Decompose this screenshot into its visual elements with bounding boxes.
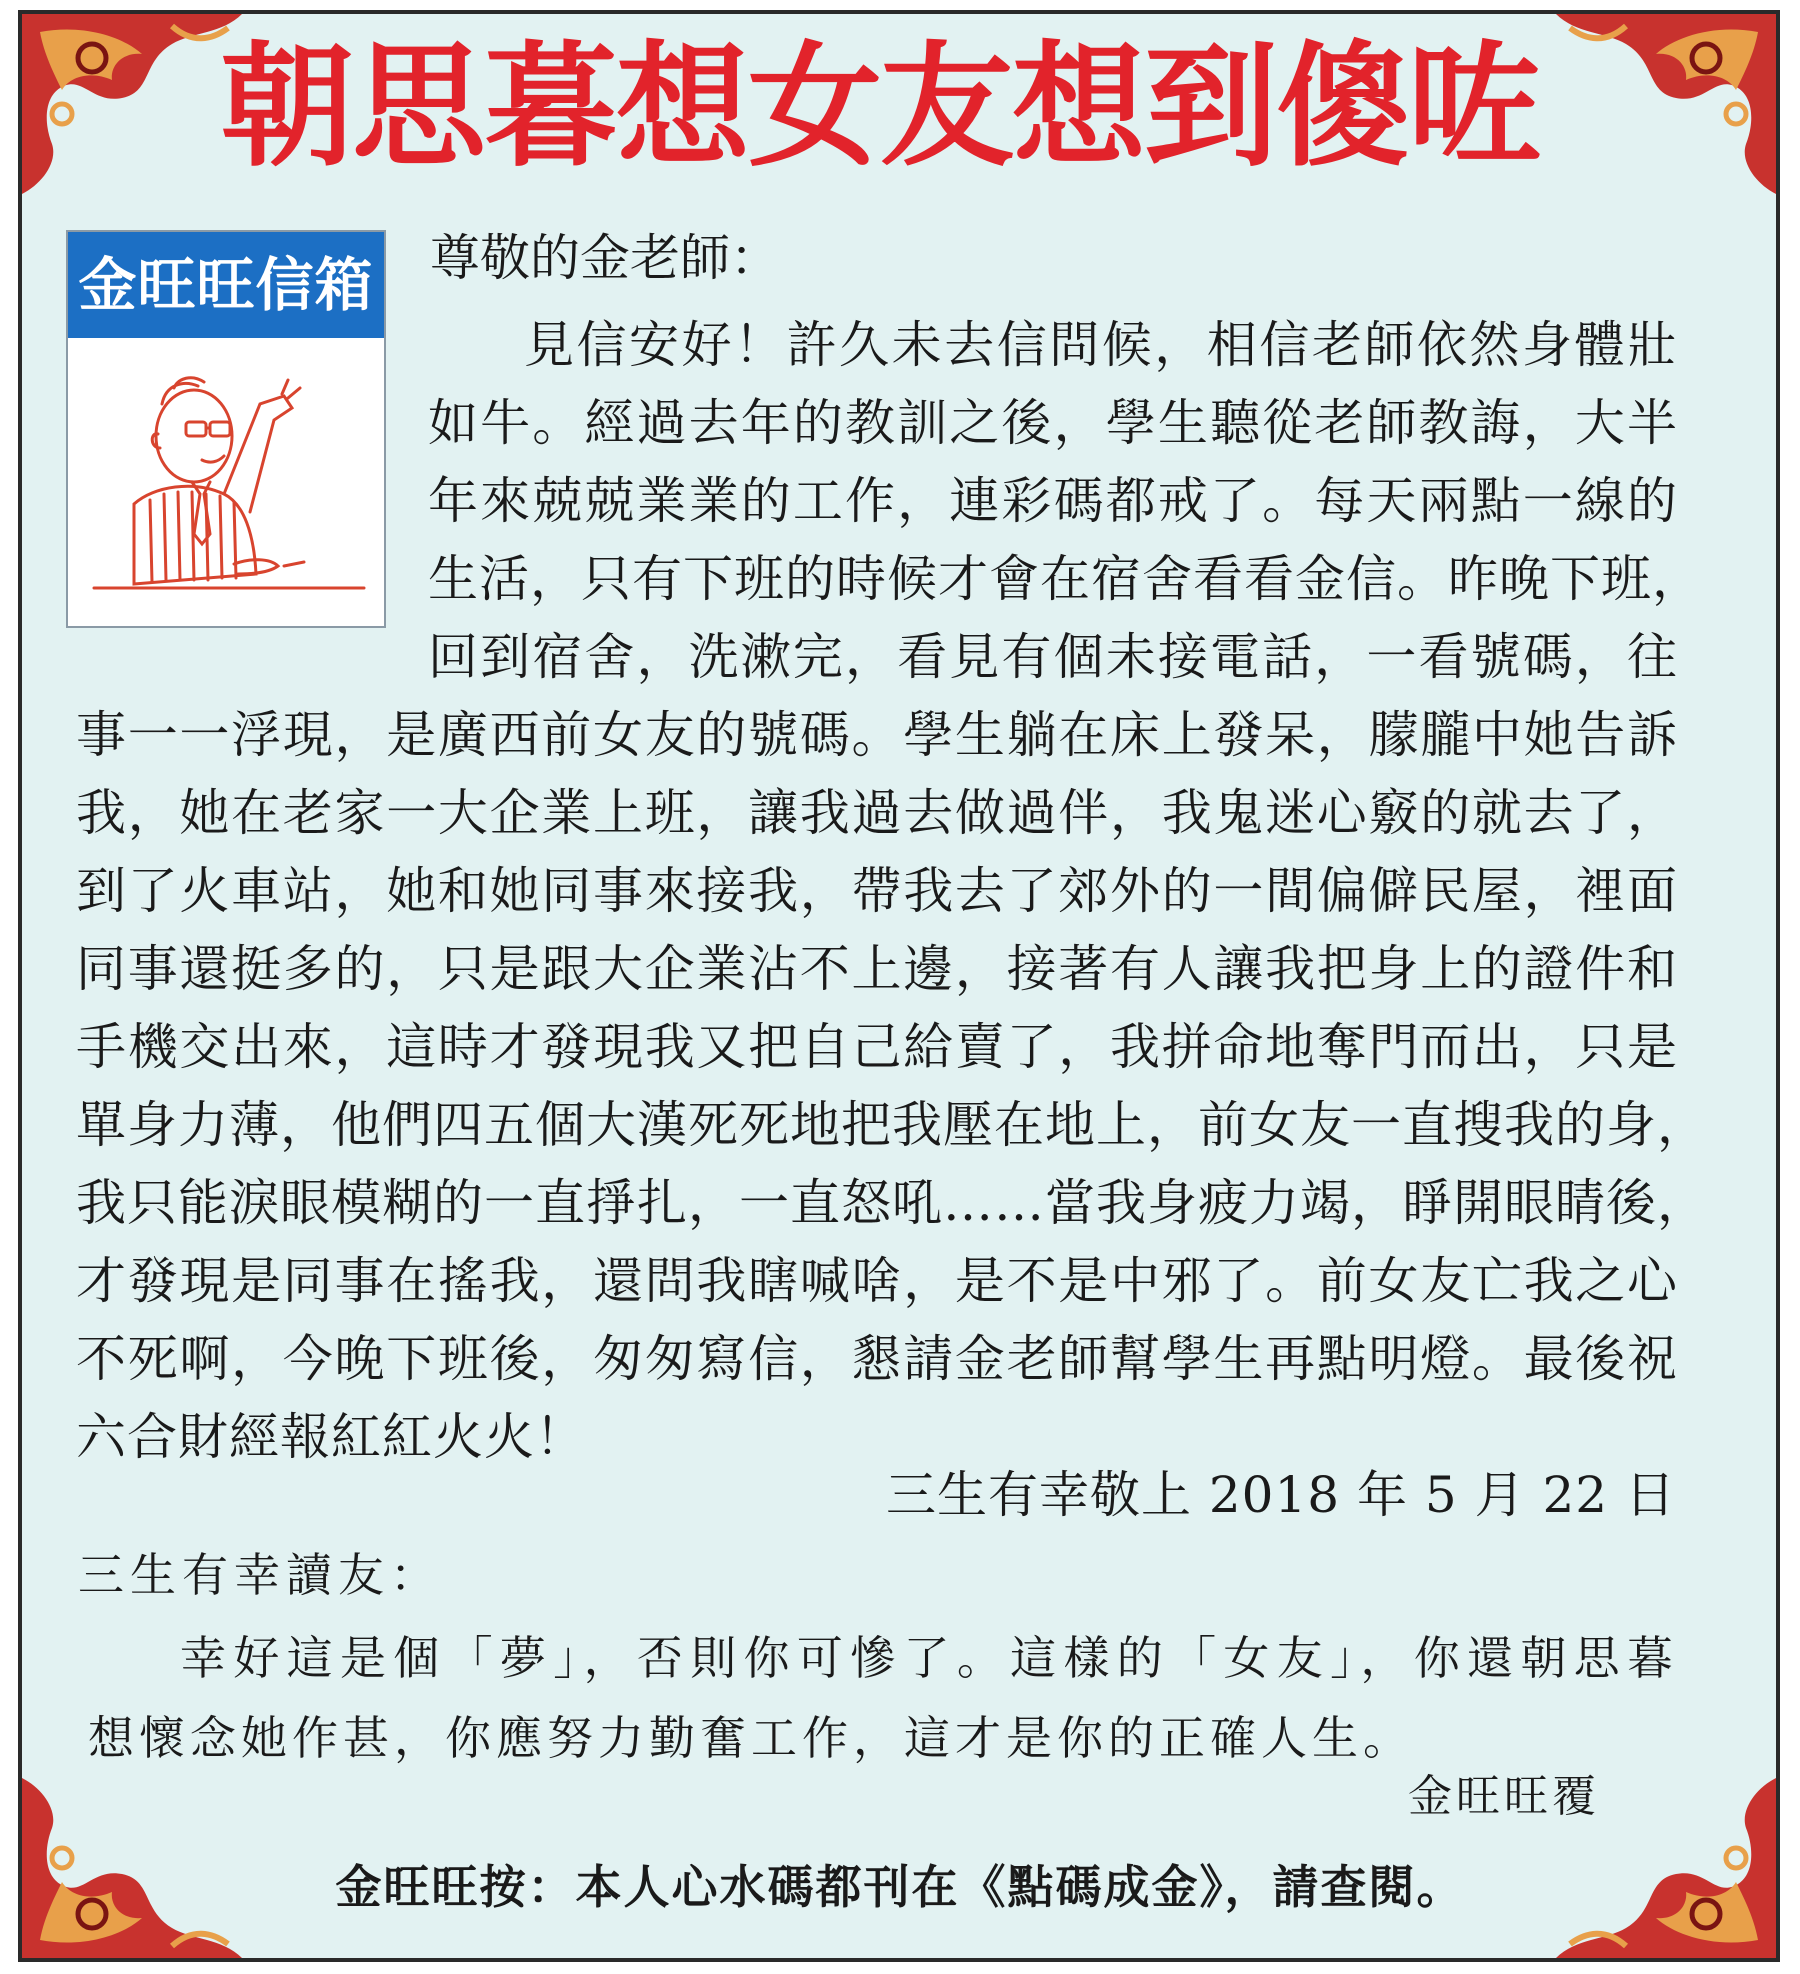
reply-line: 幸好這是個「夢」，否則你可慘了。這樣的「女友」，你還朝思暮 bbox=[180, 1631, 1678, 1685]
letter-body-beside-image bbox=[428, 306, 1703, 696]
letter-line: 同事還挺多的，只是跟大企業沾不上邊，接著有人讓我把身上的證件和 bbox=[76, 940, 1678, 998]
reply-salutation: 三生有幸讀友： bbox=[78, 1548, 442, 1602]
footer-note: 金旺旺按：本人心水碼都刊在《點碼成金》，請查閱。 bbox=[335, 1860, 1465, 1914]
letter-line: 到了火車站，她和她同事來接我，帶我去了郊外的一間偏僻民屋，裡面 bbox=[76, 862, 1678, 920]
letter-signature: 三生有幸敬上 2018 年 5 月 22 日 bbox=[885, 1466, 1676, 1524]
reply-body bbox=[88, 1618, 1678, 1778]
letter-salutation: 尊敬的金老師： bbox=[430, 229, 780, 287]
column-logo-box bbox=[66, 230, 386, 628]
letter-line: 如牛。經過去年的教訓之後，學生聽從老師教誨，大半 bbox=[428, 394, 1678, 452]
cloud-scroll-icon bbox=[1556, 14, 1776, 194]
letter-line: 我，她在老家一大企業上班，讓我過去做過伴，我鬼迷心竅的就去了， bbox=[76, 784, 1678, 842]
letter-body-full-width bbox=[76, 696, 1708, 1476]
letter-line: 不死啊，今晚下班後，匆匆寫信，懇請金老師幫學生再點明燈。最後祝 bbox=[76, 1330, 1678, 1388]
letter-line: 見信安好！許久未去信問候，相信老師依然身體壯 bbox=[524, 316, 1678, 374]
letter-line: 手機交出來，這時才發現我又把自己給賣了，我拼命地奪門而出，只是 bbox=[76, 1018, 1678, 1076]
teacher-pointing-icon bbox=[74, 344, 378, 622]
reply-signature: 金旺旺覆 bbox=[1408, 1771, 1600, 1822]
column-name-banner: 金旺旺信箱 bbox=[68, 232, 384, 338]
letter-line: 我只能淚眼模糊的一直掙扎，一直怒吼……當我身疲力竭，睜開眼睛後， bbox=[76, 1174, 1708, 1232]
letter-line: 單身力薄，他們四五個大漢死死地把我壓在地上，前女友一直搜我的身， bbox=[76, 1096, 1708, 1154]
letter-line: 回到宿舍，洗漱完，看見有個未接電話，一看號碼，往 bbox=[428, 628, 1678, 686]
letter-line: 生活，只有下班的時候才會在宿舍看看金信。昨晚下班， bbox=[428, 550, 1703, 608]
letter-line: 才發現是同事在搖我，還問我瞎喊啥，是不是中邪了。前女友亡我之心 bbox=[76, 1252, 1678, 1310]
letter-line: 六合財經報紅紅火火！ bbox=[76, 1408, 586, 1466]
reply-line: 想懷念她作甚，你應努力勤奮工作，這才是你的正確人生。 bbox=[88, 1711, 1414, 1765]
headline: 朝思暮想女友想到傻咗 bbox=[219, 29, 1540, 185]
letter-line: 年來兢兢業業的工作，連彩碼都戒了。每天兩點一線的 bbox=[428, 472, 1678, 530]
letter-line: 事一一浮現，是廣西前女友的號碼。學生躺在床上發呆，朦朧中她告訴 bbox=[76, 706, 1678, 764]
ornament-corner-top-right bbox=[1556, 14, 1776, 194]
